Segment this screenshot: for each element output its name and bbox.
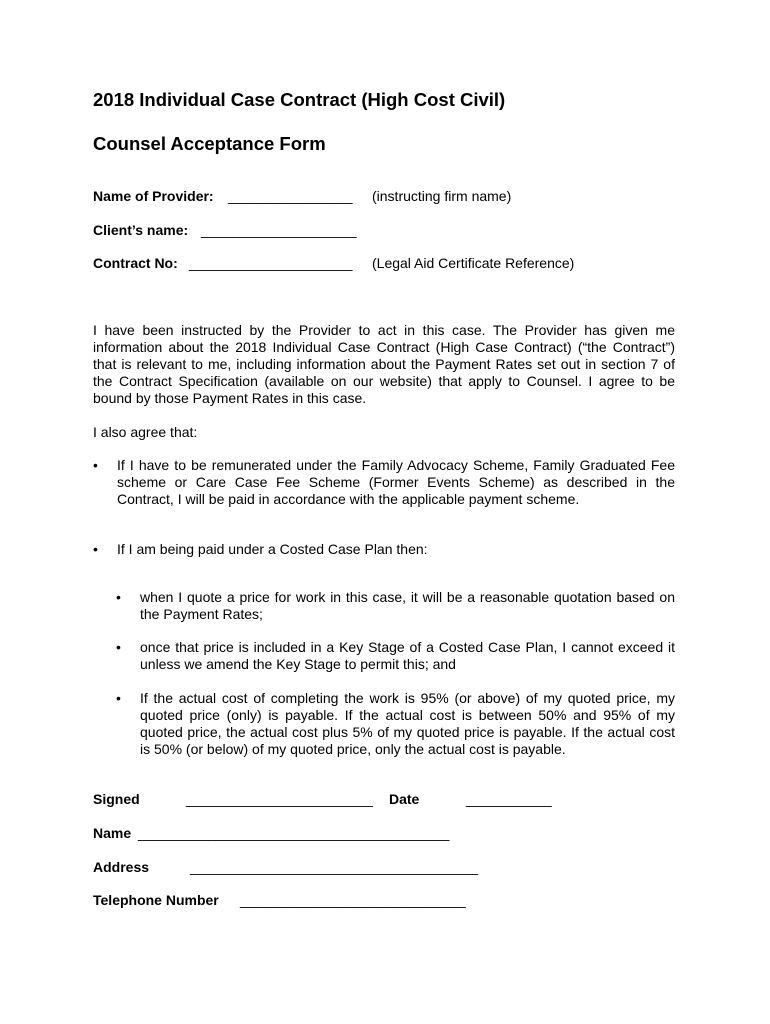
sub-bullet-marker: •: [116, 639, 121, 655]
document-title: 2018 Individual Case Contract (High Cost Civil): [93, 89, 506, 110]
telephone-label: Telephone Number: [93, 892, 219, 908]
bullet-item: If I am being paid under a Costed Case Plan then:: [117, 541, 428, 557]
signed-blank[interactable]: ________________________: [186, 791, 373, 807]
sub-bullet-item: If the actual cost of completing the work is 95% (or above) of my quoted price, my quoted price (only) is payable. If the actual cost is between 50% and 95% of my quoted price, the actual cost plus 5% of my quoted price is payable. If the actual cost is 50% (or below) of my quoted price, only the actual cost is payable.: [140, 690, 675, 757]
provider-note: (instructing firm name): [372, 188, 512, 204]
agree-intro: I also agree that:: [93, 424, 198, 440]
signed-label: Signed: [93, 791, 140, 807]
sub-bullet-item: when I quote a price for work in this case, it will be a reasonable quotation based on the Payment Rates;: [140, 589, 675, 622]
name-label: Name: [93, 825, 132, 841]
date-blank[interactable]: ___________: [466, 791, 552, 807]
date-label: Date: [389, 791, 420, 807]
sub-bullet-item: once that price is included in a Key Stage of a Costed Case Plan, I cannot exceed it unless we amend the Key Stage to permit this; and: [140, 639, 675, 672]
contract-blank[interactable]: _____________________: [189, 255, 353, 271]
contract-note: (Legal Aid Certificate Reference): [372, 255, 575, 271]
sub-bullet-marker: •: [116, 589, 121, 605]
sub-bullet-marker: •: [116, 690, 121, 706]
provider-blank[interactable]: ________________: [228, 188, 353, 204]
contract-label: Contract No:: [93, 255, 178, 271]
address-label: Address: [93, 859, 150, 875]
bullet-item: If I have to be remunerated under the Family Advocacy Scheme, Family Graduated Fee scheme or Care Case Fee Scheme (Former Events Scheme) as described in the Contract, I will be paid in accordance with the applicable payment scheme.: [117, 457, 675, 507]
client-blank[interactable]: ____________________: [201, 222, 357, 238]
document-subtitle: Counsel Acceptance Form: [93, 133, 326, 154]
bullet-marker: •: [93, 541, 98, 557]
client-label: Client’s name:: [93, 222, 189, 238]
bullet-marker: •: [93, 457, 98, 473]
name-blank[interactable]: ________________________________________: [138, 825, 450, 841]
address-blank[interactable]: _____________________________________: [190, 859, 479, 875]
provider-label: Name of Provider:: [93, 188, 214, 204]
intro-paragraph: I have been instructed by the Provider to act in this case. The Provider has given me information about the 2018 Individual Case Contract (High Case Contract) (“the Contract”) that is relevant to me, including information about the Payment Rates set out in section 7 of the Contract Specification (available on our website) that apply to Counsel. I agree to be bound by those Payment Rates in this case.: [93, 322, 675, 406]
telephone-blank[interactable]: _____________________________: [240, 892, 466, 908]
